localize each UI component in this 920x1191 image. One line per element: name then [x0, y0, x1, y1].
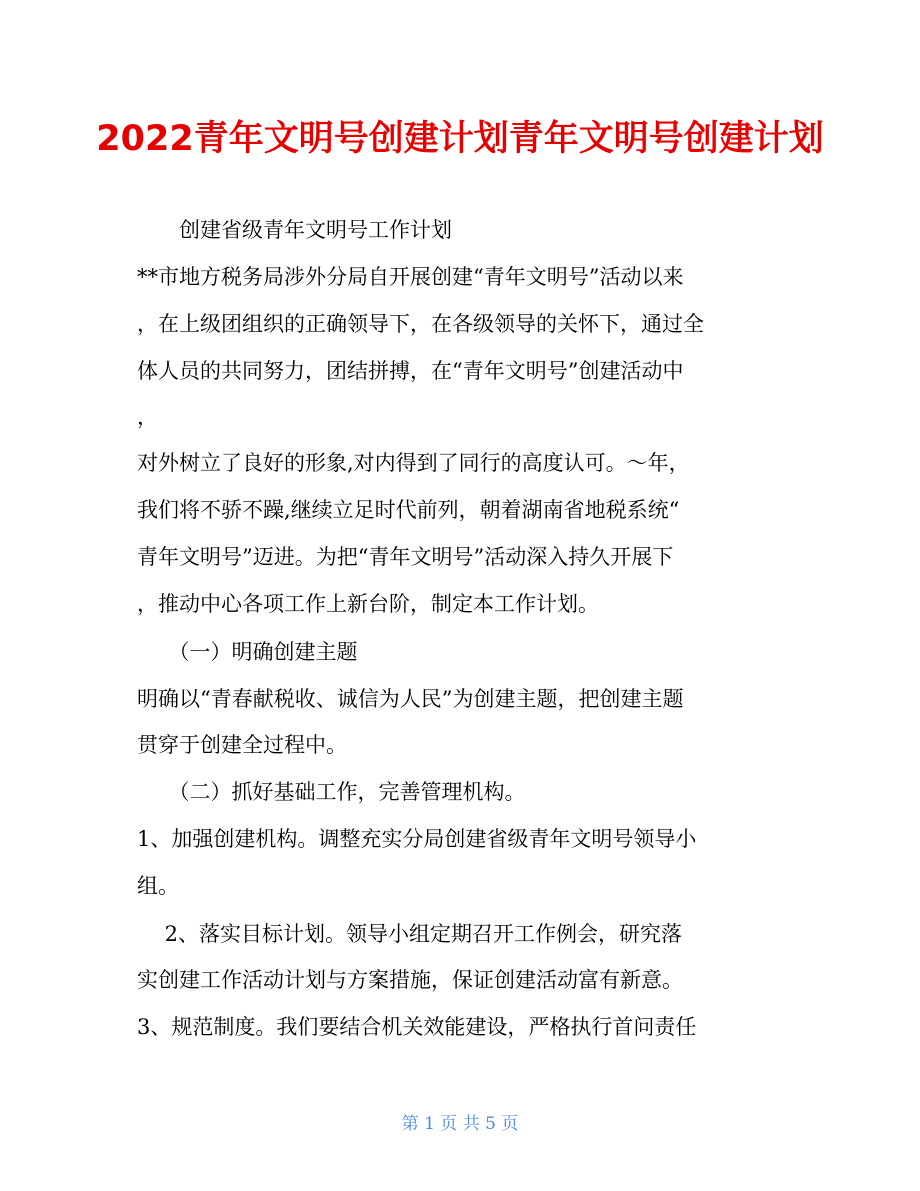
document-title: 2022青年文明号创建计划青年文明号创建计划 — [96, 119, 824, 159]
body-line: 1、加强创建机构。调整充实分局创建省级青年文明号领导小 — [137, 827, 697, 851]
body-line: 实创建工作活动计划与方案措施，保证创建活动富有新意。 — [137, 968, 683, 992]
section-heading: （二）抓好基础工作，完善管理机构。 — [137, 780, 526, 804]
body-line: ， — [137, 405, 158, 429]
body-line: 体人员的共同努力，团结拼搏，在“青年文明号”创建活动中 — [137, 359, 684, 383]
body-line: 青年文明号”迈进。为把“青年文明号”活动深入持久开展下 — [137, 545, 674, 569]
body-line: 2、落实目标计划。领导小组定期召开工作例会，研究落 — [137, 922, 683, 946]
body-line: 创建省级青年文明号工作计划 — [137, 218, 452, 242]
body-line: ，在上级团组织的正确领导下，在各级领导的关怀下，通过全 — [137, 312, 704, 336]
section-heading: （一）明确创建主题 — [137, 640, 358, 664]
body-line: **市地方税务局涉外分局自开展创建“青年文明号”活动以来 — [137, 265, 684, 289]
body-line: 贯穿于创建全过程中。 — [137, 733, 347, 757]
body-line: 对外树立了良好的形象,对内得到了同行的高度认可。～年， — [137, 451, 690, 475]
body-line: 3、规范制度。我们要结合机关效能建设，严格执行首问责任 — [137, 1015, 697, 1039]
body-line: ，推动中心各项工作上新台阶，制定本工作计划。 — [137, 592, 599, 616]
body-line: 我们将不骄不躁,继续立足时代前列，朝着湖南省地税系统“ — [137, 498, 680, 522]
body-line: 组。 — [137, 874, 179, 898]
body-line: 明确以“青春献税收、诚信为人民”为创建主题，把创建主题 — [137, 687, 684, 711]
page-number-footer: 第 1 页 共 5 页 — [401, 1114, 519, 1134]
